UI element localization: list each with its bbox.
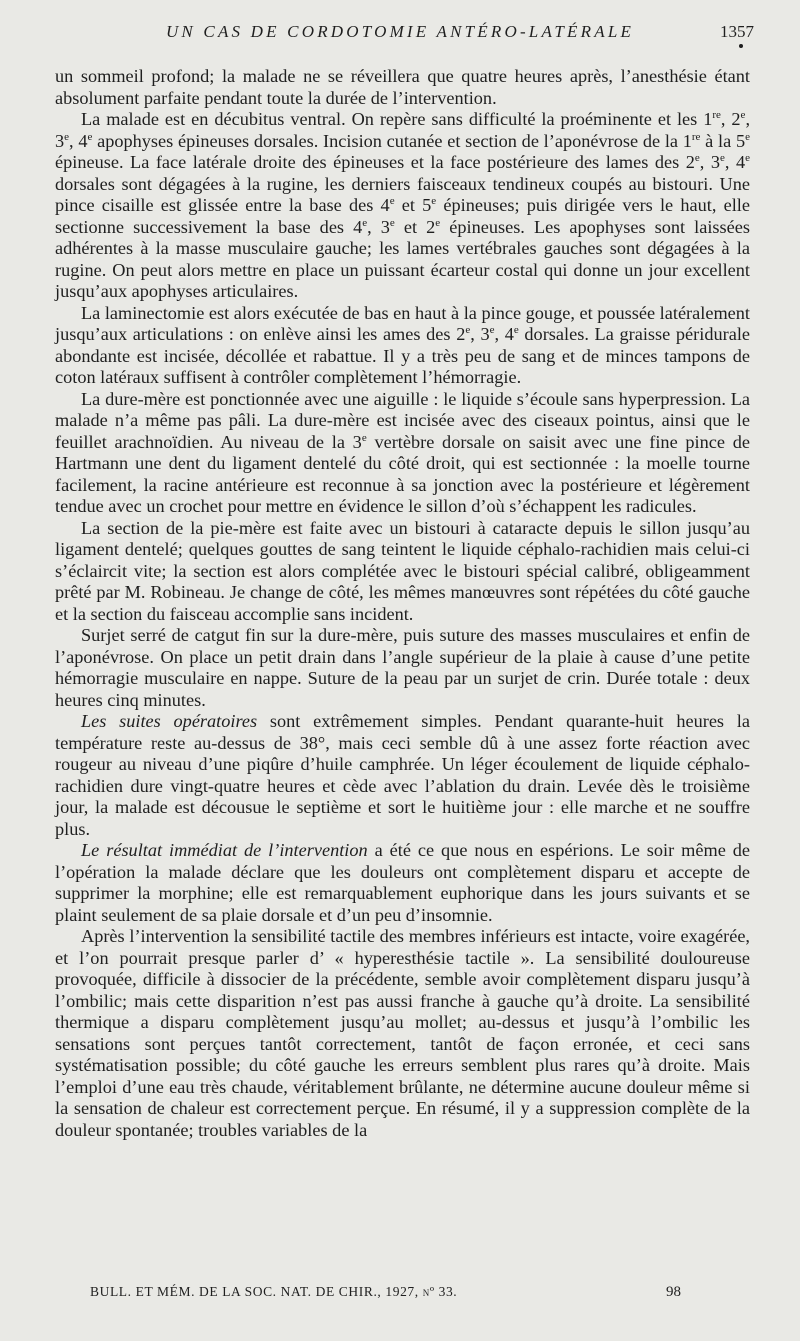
ordinal-superscript: re	[712, 108, 721, 121]
text-run: à la 5	[700, 130, 746, 151]
text-run: sont extrêmement simples. Pendant quarante-huit heures la température reste au-dessus de 38°, mais ceci semble dû à une assez forte réaction avec rougeur au niveau d’une piqûre d’huile camphrée. Un léger écoulement de liquide céphalo-rachidien dure vingt-quatre heures et cède avec l’ablation du drain. Levée dès le troisième jour, la malade est décousue le septième et sort le huitième jour : elle marche et ne souffre plus.	[55, 711, 750, 839]
text-run: un sommeil profond; la malade ne se réveillera que quatre heures après, l’anesthésie étant absolument parfaite pendant toute la durée de l’intervention.	[55, 66, 750, 108]
text-run: Surjet serré de catgut fin sur la dure-mère, puis suture des masses musculaires et enfin de l’aponévrose. On place un petit drain dans l’angle supérieur de la plaie à cause d’une petite hémorragie musculaire en nappe. Suture de la peau par un surjet de crin. Durée totale : deux heures cinq minutes.	[55, 625, 750, 710]
text-run: a été ce que nous en espérions. Le soir même de l’opération la malade déclare que les douleurs ont complètement disparu et accepte de supprimer la morphine; elle est remarquablement euphorique dans les jours suivants et se plaint seulement de sa plaie dorsale et d’un peu d’insomnie.	[55, 840, 750, 925]
italic-heading: Les suites opératoires	[81, 711, 258, 731]
ordinal-superscript: e	[513, 323, 519, 336]
italic-heading: Le résultat immédiat de l’intervention	[81, 840, 368, 860]
ordinal-superscript: e	[745, 130, 750, 143]
text-run: et 2	[394, 216, 436, 237]
ordinal-superscript: e	[740, 108, 746, 121]
paragraph	[55, 625, 750, 711]
footer-sheet-number: 98	[666, 1284, 681, 1300]
text-run: , 3	[470, 324, 490, 344]
text-run: , 2	[720, 109, 741, 129]
ordinal-superscript: e	[361, 431, 367, 444]
text-run: , 4	[69, 130, 88, 151]
paragraph	[55, 109, 750, 303]
paragraph	[55, 518, 750, 626]
ordinal-superscript: e	[389, 216, 395, 229]
page-footer	[0, 1284, 800, 1308]
ordinal-superscript: e	[362, 216, 368, 229]
text-run: , 3	[367, 216, 390, 237]
ordinal-superscript: e	[489, 323, 495, 336]
ordinal-superscript: e	[431, 194, 437, 207]
text-run: et 5	[394, 195, 432, 215]
text-run: apophyses épineuses dorsales. Incision cutanée et section de l’aponévrose de la 1	[92, 130, 692, 151]
text-run: Après l’intervention la sensibilité tactile des membres inférieurs est intacte, voire exagérée, et l’on pourrait presque parler d’ « hyperesthésie tactile ». La sensibilité douloureuse provoquée, difficile à dissocier de la précédente, semble avoir complètement disparu jusqu’à l’ombilic; mais cette disparition n’est pas aussi franche à gauche qu’à droite. La sensibilité thermique a disparu complètement jusqu’au mollet; au-dessus et jusqu’à l’ombilic les sensations sont perçues tantôt correctement, tantôt de façon erronée, et ceci sans systématisation possible; du côté gauche les erreurs semblent plus rares qu’à droite. Mais l’emploi d’une eau très chaude, véritablement brûlante, ne détermine aucune douleur même si la sensation de chaleur est correctement perçue. En résumé, il y a suppression complète de la douleur spontanée; troubles variables de la	[55, 926, 750, 1140]
text-run: , 4	[494, 324, 514, 344]
text-run: , 3	[699, 152, 720, 172]
bullet-dot	[739, 44, 743, 48]
ordinal-superscript: e	[87, 130, 93, 143]
ordinal-superscript: re	[691, 130, 701, 143]
page-number: 1357	[720, 22, 754, 41]
paragraph	[55, 840, 750, 926]
running-title: UN CAS DE CORDOTOMIE ANTÉRO-LATÉRALE	[165, 22, 635, 41]
text-run: dorsales sont dégagées à la rugine, les derniers faisceaux tendineux coupés au bistouri. Une pince cisaille est glissée entre la base des 4	[55, 173, 750, 215]
text-run: épineuse. La face latérale droite des épineuses et la face postérieure des lames des 2	[55, 152, 695, 172]
ordinal-superscript: e	[435, 216, 441, 229]
text-run: La section de la pie-mère est faite avec un bistouri à cataracte depuis le sillon jusqu’au ligament dentelé; quelques gouttes de sang teintent le liquide céphalo-rachidien mais celui-ci s’éclaircit vite; la section est alors complétée avec le bistouri spécial calibré, obligeamment prêté par M. Robineau. Je change de côté, les mêmes manœuvres sont répétées du côté gauche et la section du faisceau accomplie sans incident.	[55, 517, 750, 624]
ordinal-superscript: e	[720, 151, 725, 164]
text-run: épineuses. Les apophyses sont laissées adhérentes à la masse musculaire gauche; les lames vertébrales gauches sont dégagées à la rugine. On peut alors mettre en place un puissant écarteur costal qui donne un jour excellent jusqu’aux apophyses articulaires.	[55, 216, 750, 301]
text-run: La laminectomie est alors exécutée de bas en haut à la pince gouge, et poussée latéralement jusqu’aux articulations : on enlève ainsi les ames des 2	[55, 302, 751, 344]
ordinal-superscript: e	[694, 151, 700, 164]
paragraph	[55, 66, 750, 109]
paragraph	[55, 926, 750, 1141]
text-run: , 3	[55, 109, 751, 151]
paragraph	[55, 389, 750, 518]
ordinal-superscript: e	[389, 194, 395, 207]
running-head	[0, 18, 800, 48]
article-body	[55, 66, 750, 1141]
ordinal-superscript: e	[465, 323, 471, 336]
ordinal-superscript: e	[64, 130, 70, 143]
text-run: dorsales. La graisse péridurale abondante est incisée, décollée et rabattue. Il y a très peu de sang et de minces tampons de coton latéraux suffisent à contrôler complètement l’hémorragie.	[55, 324, 751, 387]
paragraph	[55, 711, 750, 840]
ordinal-superscript: e	[745, 151, 751, 164]
text-run: , 4	[724, 152, 746, 172]
text-run: La dure-mère est ponctionnée avec une aiguille : le liquide s’écoule sans hyperpression. La malade n’a même pas pâli. La dure-mère est incisée avec des ciseaux pointus, ainsi que le feuillet arachnoïdien. Au niveau de la 3	[55, 388, 750, 452]
text-run: vertèbre dorsale on saisit avec une fine pince de Hartmann une dent du ligament dentelé du côté droit, qui est sectionnée : la moelle tourne facilement, la racine antérieure est reconnue à sa jonction avec la postérieure et légèrement tendue avec un crochet pour mettre en évidence le sillon d’où s’échappent les radicules.	[55, 431, 750, 516]
paragraph	[55, 303, 750, 389]
text-run: épineuses; puis dirigée vers le haut, elle sectionne successivement la base des 4	[55, 195, 750, 237]
text-run: La malade est en décubitus ventral. On repère sans difficulté la proéminente et les 1	[81, 109, 713, 129]
footer-citation: BULL. ET MÉM. DE LA SOC. NAT. DE CHIR., 1927, nº 33.	[90, 1284, 458, 1299]
